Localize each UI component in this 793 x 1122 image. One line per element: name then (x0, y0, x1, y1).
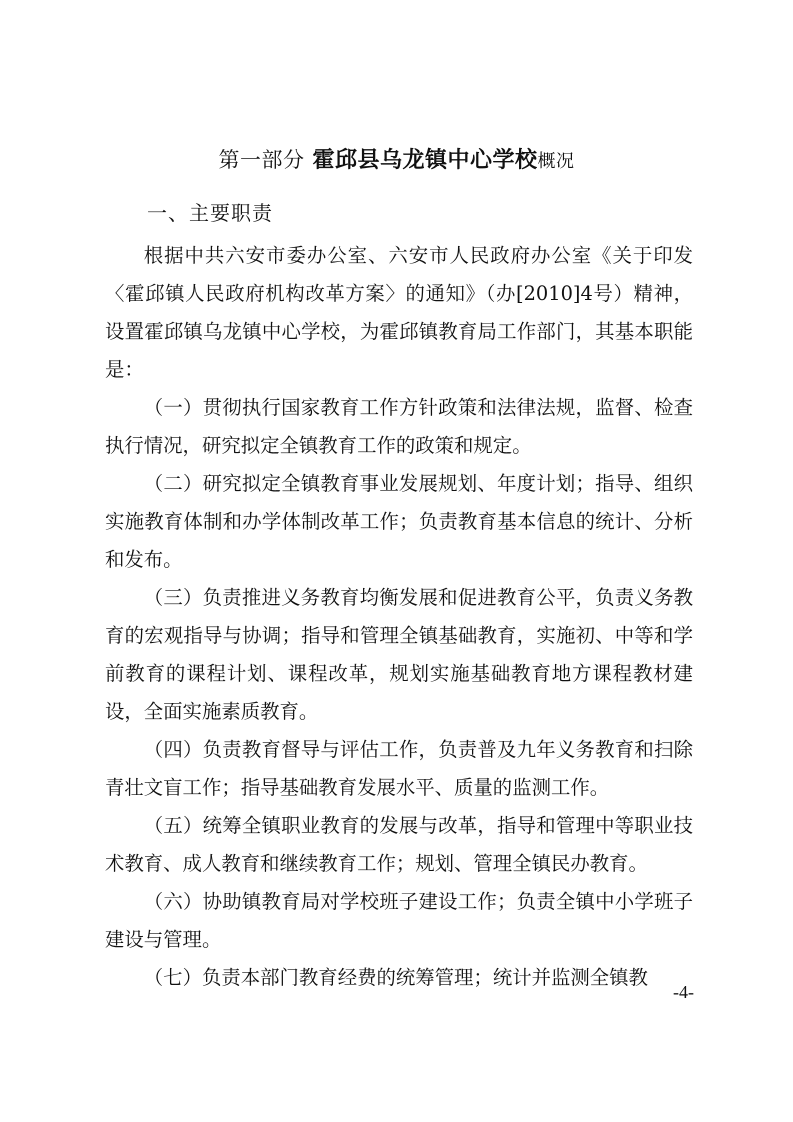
document-title (0, 143, 793, 174)
paragraph-duty-1: （一）贯彻执行国家教育工作方针政策和法律法规，监督、检查执行情况，研究拟定全镇教育工作的政策和规定。 (105, 396, 693, 457)
document-body (105, 237, 693, 997)
paragraph-duty-7: （七）负责本部门教育经费的统筹管理；统计并监测全镇教 (143, 966, 648, 989)
title-main: 霍邱县乌龙镇中心学校 (312, 148, 538, 173)
page-number: -4- (673, 982, 694, 1002)
paragraph-duty-6: （六）协助镇教育局对学校班子建设工作；负责全镇中小学班子建设与管理。 (105, 890, 693, 951)
paragraph-duty-2: （二）研究拟定全镇教育事业发展规划、年度计划；指导、组织实施教育体制和办学体制改革工作；负责教育基本信息的统计、分析和发布。 (105, 472, 693, 571)
paragraph-intro: 根据中共六安市委办公室、六安市人民政府办公室《关于印发〈霍邱镇人民政府机构改革方案〉的通知》（办[2010]4号）精神，设置霍邱镇乌龙镇中心学校，为霍邱镇教育局工作部门，其基本职能是： (105, 244, 693, 381)
title-suffix: 概况 (537, 151, 575, 172)
title-prefix: 第一部分 (218, 148, 305, 172)
paragraph-duty-5: （五）统筹全镇职业教育的发展与改革，指导和管理中等职业技术教育、成人教育和继续教育工作；规划、管理全镇民办教育。 (105, 814, 693, 875)
paragraph-duty-4: （四）负责教育督导与评估工作，负责普及九年义务教育和扫除青壮文盲工作；指导基础教育发展水平、质量的监测工作。 (105, 738, 693, 799)
paragraph-duty-3: （三）负责推进义务教育均衡发展和促进教育公平，负责义务教育的宏观指导与协调；指导和管理全镇基础教育，实施初、中等和学前教育的课程计划、课程改革，规划实施基础教育地方课程教材建设，全面实施素质教育。 (105, 586, 693, 723)
section-heading: 一、主要职责 (147, 201, 273, 225)
